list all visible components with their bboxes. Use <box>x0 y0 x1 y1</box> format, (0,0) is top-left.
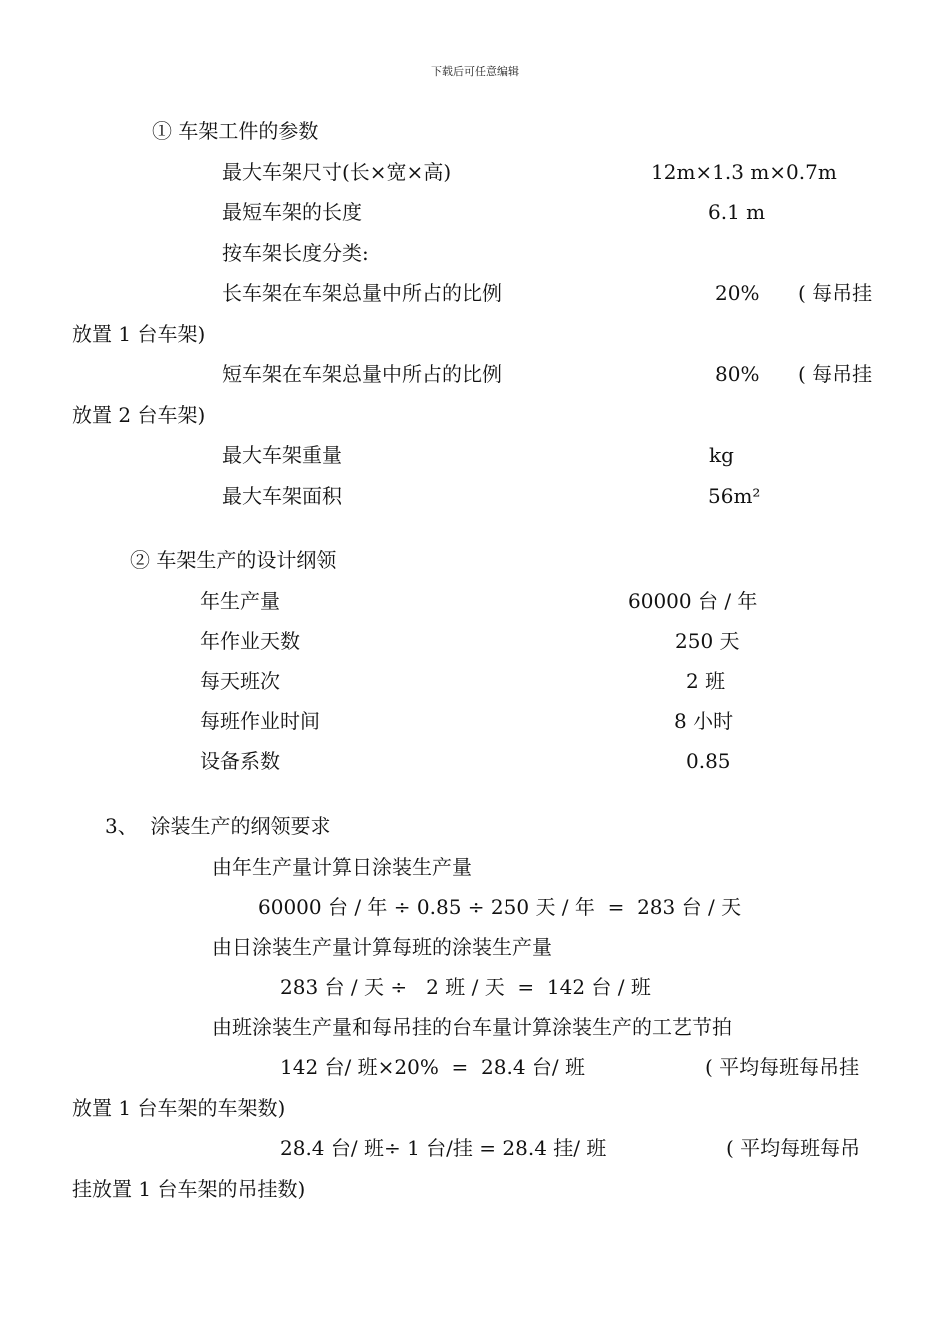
design-label: 年生产量 <box>200 589 280 613</box>
calc-note-continuation: 挂放置 1 台车架的吊挂数) <box>72 1177 306 1201</box>
design-value: 250 天 <box>675 629 740 653</box>
param-label: 最短车架的长度 <box>222 200 362 224</box>
param-value: 20% <box>715 281 760 305</box>
design-label: 每天班次 <box>200 669 280 693</box>
param-label: 最大车架尺寸(长×宽×高) <box>222 160 452 184</box>
design-label: 设备系数 <box>200 749 280 773</box>
section1-title: ① 车架工件的参数 <box>152 119 319 143</box>
calc-heading: 由班涂装生产量和每吊挂的台车量计算涂装生产的工艺节拍 <box>212 1015 732 1039</box>
calc-formula: 283 台 / 天 ÷ 2 班 / 天 = 142 台 / 班 <box>280 975 651 999</box>
design-value: 8 小时 <box>674 709 734 733</box>
calc-heading: 由年生产量计算日涂装生产量 <box>212 855 472 879</box>
calc-formula: 142 台/ 班×20% = 28.4 台/ 班 <box>280 1055 586 1079</box>
param-label: 最大车架面积 <box>222 484 342 508</box>
calc-formula: 60000 台 / 年 ÷ 0.85 ÷ 250 天 / 年 = 283 台 / 天 <box>258 895 742 919</box>
design-value: 60000 台 / 年 <box>628 589 758 613</box>
section3-title: 3、 涂装生产的纲领要求 <box>105 814 331 838</box>
calc-note-continuation: 放置 1 台车架的车架数) <box>72 1096 286 1120</box>
calc-note: ( 平均每班每吊 <box>726 1136 861 1160</box>
param-value: 80% <box>715 362 760 386</box>
page-header: 下载后可任意编辑 <box>431 65 519 78</box>
param-value: kg <box>709 443 734 467</box>
param-label: 短车架在车架总量中所占的比例 <box>222 362 502 386</box>
param-note: ( 每吊挂 <box>798 362 873 386</box>
param-label: 长车架在车架总量中所占的比例 <box>222 281 502 305</box>
calc-formula: 28.4 台/ 班÷ 1 台/挂 = 28.4 挂/ 班 <box>280 1136 607 1160</box>
design-label: 每班作业时间 <box>200 709 320 733</box>
calc-note: ( 平均每班每吊挂 <box>705 1055 860 1079</box>
param-label: 最大车架重量 <box>222 443 342 467</box>
design-value: 2 班 <box>686 669 726 693</box>
param-note-continuation: 放置 2 台车架) <box>72 403 206 427</box>
design-value: 0.85 <box>686 749 731 773</box>
param-label: 按车架长度分类: <box>222 241 369 265</box>
param-note: ( 每吊挂 <box>798 281 873 305</box>
param-value: 56m² <box>708 484 761 508</box>
param-value: 12m×1.3 m×0.7m <box>651 160 837 184</box>
section2-title: ② 车架生产的设计纲领 <box>130 548 337 572</box>
calc-heading: 由日涂装生产量计算每班的涂装生产量 <box>212 935 552 959</box>
design-label: 年作业天数 <box>200 629 300 653</box>
param-value: 6.1 m <box>708 200 766 224</box>
param-note-continuation: 放置 1 台车架) <box>72 322 206 346</box>
